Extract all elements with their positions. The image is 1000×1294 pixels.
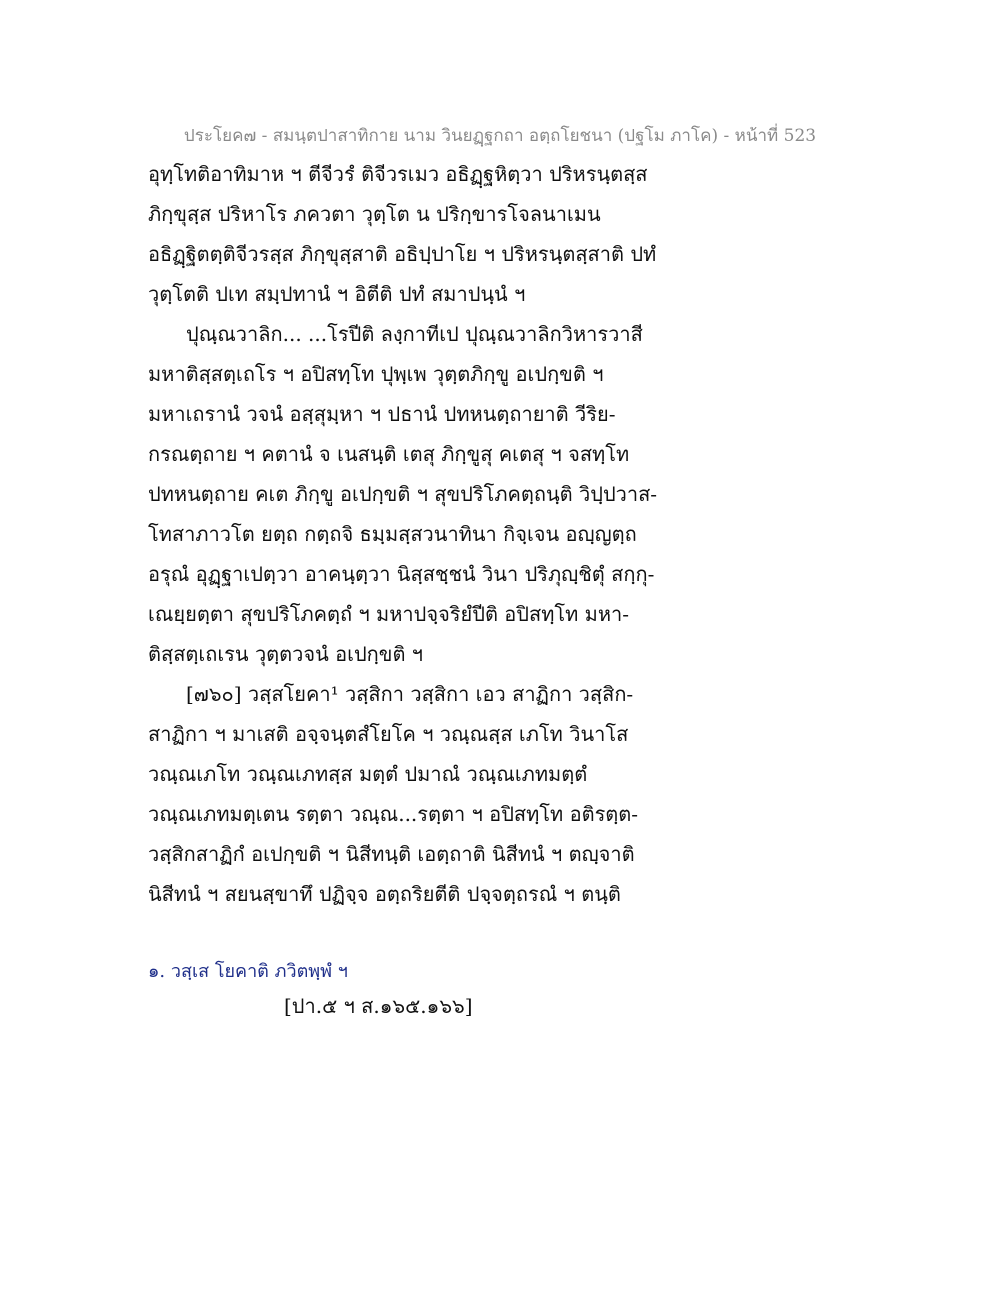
text-line: สาฏิกา ฯ มาเสติ อจฺจนฺตสํโยโค ฯ วณฺณสฺส เภโท วินาโส — [148, 722, 629, 746]
footnote: ๑. วสฺเส โยคาติ ภวิตพฺพํ ฯ — [148, 961, 348, 982]
text-line: วณฺณเภโท วณฺณเภทสฺส มตฺตํ ปมาณํ วณฺณเภทมตฺตํ — [148, 762, 588, 786]
text-line: อรุณํ อุฏฺฐาเปตฺวา อาคนฺตฺวา นิสฺสชฺชนํ วินา ปริภุญฺชิตุํ สกฺกุ- — [148, 562, 655, 586]
body-text — [148, 160, 668, 920]
text-line: วุตฺโตติ ปเท สมฺปทานํ ฯ อิตีติ ปทํ สมาปนฺนํ ฯ — [148, 282, 526, 306]
paragraph-start-line: ปุณฺณวาลิก... ...โรปีติ ลงฺกาทีเป ปุณฺณวาลิกวิหารวาสี — [186, 322, 643, 346]
text-line: มหาติสฺสตฺเถโร ฯ อปิสทฺโท ปุพฺเพ วุตฺตภิกฺขู อเปกฺขติ ฯ — [148, 362, 604, 386]
text-line: อุทฺโทติอาทิมาห ฯ ตีจีวรํ ติจีวรเมว อธิฏฺฐหิตฺวา ปริหรนฺตสฺส — [148, 162, 648, 186]
text-line: ภิกฺขุสฺส ปริหาโร ภควตา วุตฺโต น ปริกฺขารโจลนาเมน — [148, 202, 601, 226]
text-line: ปทหนตฺถาย คเต ภิกฺขู อเปกฺขติ ฯ สุขปริโภคตฺถนฺติ วิปฺปวาส- — [148, 482, 658, 506]
text-line: มหาเถรานํ วจนํ อสฺสุมฺหา ฯ ปธานํ ปทหนตฺถายาติ วีริย- — [148, 402, 616, 426]
text-line: อธิฏฺฐิตตฺติจีวรสฺส ภิกฺขุสฺสาติ อธิปฺปาโย ฯ ปริหรนฺตสฺสาติ ปทํ — [148, 242, 657, 266]
page-header: ประโยค๗ - สมนฺตปาสาทิกาย นาม วินยฏฺฐกถา อตฺถโยชนา (ปฐโม ภาโค) - หน้าที่ 523 — [183, 126, 817, 146]
text-line: กรณตฺถาย ฯ คตานํ จ เนสนฺติ เตสุ ภิกฺขูสุ คเตสุ ฯ จสทฺโท — [148, 442, 630, 466]
text-line: เณยฺยตฺตา สุขปริโภคตฺถํ ฯ มหาปจฺจริยํปีติ อปิสทฺโท มหา- — [148, 602, 630, 626]
text-line: โทสาภาวโต ยตฺถ กตฺถจิ ธมฺมสฺสวนาทินา กิจฺเจน อญฺญตฺถ — [148, 522, 637, 546]
text-line: นิสีทนํ ฯ สยนสฺขาทึ ปฏิจฺจ อตฺถริยตีติ ปจฺจตฺถรณํ ฯ ตนฺติ — [148, 882, 621, 906]
text-line: ติสฺสตฺเถเรน วุตฺตวจนํ อเปกฺขติ ฯ — [148, 642, 424, 666]
source-reference: [ปา.๕ ฯ ส.๑๖๕.๑๖๖] — [284, 994, 473, 1018]
text-line: วสฺสิกสาฏิกํ อเปกฺขติ ฯ นิสีทนฺติ เอตฺถาติ นิสีทนํ ฯ ตญฺจาติ — [148, 842, 635, 866]
text-line: วณฺณเภทมตฺเตน รตฺตา วณฺณ...รตฺตา ฯ อปิสทฺโท อติรตฺต- — [148, 802, 639, 826]
paragraph-start-line: [๗๖๐] วสฺสโยคา¹ วสฺสิกา วสฺสิกา เอว สาฏิกา วสฺสิก- — [186, 682, 634, 706]
